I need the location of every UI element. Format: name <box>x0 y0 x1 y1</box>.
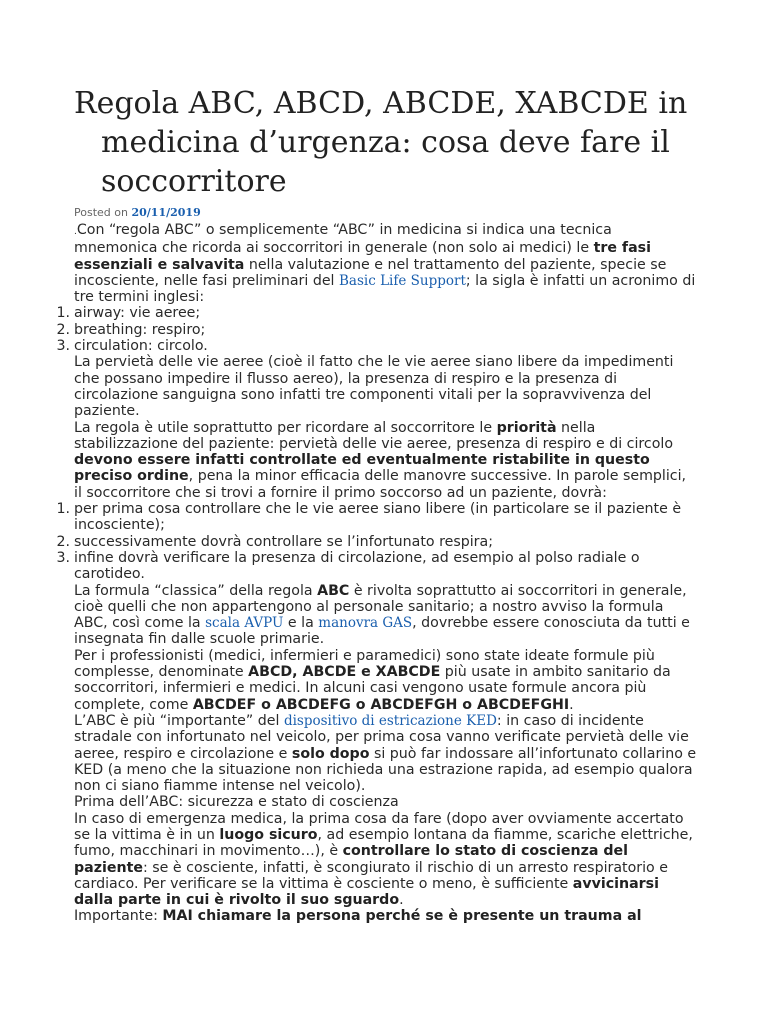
list-item: successivamente dovrà controllare se l’infortunato respira; <box>74 533 493 550</box>
text: , dovrebbe essere conosciuta da tutti e insegnata fin dalle scuole primarie. <box>74 615 690 648</box>
text: , pena la minor efficacia delle manovre successive. In parole semplici, il soccorritore che si trovi a fornire il primo soccorso ad un paziente, dovrà: <box>74 468 687 501</box>
bold-text: ABCDEF o ABCDEFG o ABCDEFGH o ABCDEFGHI <box>192 696 570 713</box>
bold-text: controllare lo stato di coscienza del paziente <box>74 843 629 876</box>
link-manovra-gas[interactable]: manovra GAS <box>318 615 413 632</box>
list-item: airway: vie aeree; <box>74 305 201 322</box>
list-item: per prima cosa controllare che le vie aeree siano libere (in particolare se il paziente è incosciente); <box>74 501 682 534</box>
text: Importante: <box>74 908 163 925</box>
section-heading: Prima dell’ABC: sicurezza e stato di coscienza <box>74 794 399 811</box>
text: . <box>569 696 574 713</box>
paragraph-coscienza <box>74 811 698 909</box>
text: nella stabilizzazione del paziente: pervietà delle vie aeree, presenza di respiro e di circolo <box>74 419 674 452</box>
bullet-dot: . <box>74 227 77 237</box>
bold-text: luogo sicuro <box>219 826 318 843</box>
paragraph-professionisti <box>74 648 698 713</box>
steps-list <box>74 501 698 582</box>
text: è rivolta soprattutto ai soccorritori in generale, cioè quelli che non appartengono al personale sanitario; a nostro avviso la formula ABC, così come la <box>74 582 687 632</box>
article-body <box>74 222 698 925</box>
text: L’ABC è più “importante” del <box>74 712 284 729</box>
abc-list <box>74 305 698 354</box>
bold-text: ABCD, ABCDE e XABCDE <box>248 664 441 681</box>
text: La regola è utile soprattutto per ricordare al soccorritore le <box>74 419 497 436</box>
text: Con “regola ABC” o semplicemente “ABC” in medicina si indica una tecnica mnemonica che ricorda ai soccorritori in generale (non solo ai medici) le <box>74 222 612 257</box>
text: . <box>399 892 404 909</box>
text: La formula “classica” della regola <box>74 582 318 599</box>
link-ked[interactable]: dispositivo di estricazione KED <box>283 712 497 729</box>
text: , ad esempio lontana da fiamme, scariche elettriche, fumo, macchinari in movimento…), è <box>74 826 693 860</box>
text: : in caso di incidente stradale con infortunato nel veicolo, per prima cosa vanno verificate pervietà delle vie aeree, respiro e circolazione e <box>74 712 689 762</box>
bold-text: solo dopo <box>291 745 370 762</box>
list-item: circulation: circolo. <box>74 338 208 355</box>
paragraph-ked <box>74 713 698 794</box>
text: nella valutazione e nel trattamento del paziente, specie se incosciente, nelle fasi preliminari del <box>74 256 667 289</box>
link-scala-avpu[interactable]: scala AVPU <box>205 615 284 632</box>
text: e la <box>283 615 319 632</box>
link-basic-life-support[interactable]: Basic Life Support <box>339 272 466 289</box>
paragraph-priorita <box>74 420 698 501</box>
text: : se è cosciente, infatti, è scongiurato il rischio di un arresto respiratorio e cardiaco. Per verificare se la vittima è cosciente o meno, è sufficiente <box>74 859 668 892</box>
text: più usate in ambito sanitario da soccorritori, infermieri e medici. In alcuni casi vengono usate formule ancora più complete, come <box>74 664 671 713</box>
list-item: breathing: respiro; <box>74 321 206 338</box>
paragraph-importante <box>74 908 698 924</box>
bold-text: tre fasi essenziali e salvavita <box>74 240 651 273</box>
posted-label: Posted on <box>74 206 128 219</box>
bold-text: priorità <box>496 419 557 436</box>
posted-date-link[interactable]: 20/11/2019 <box>131 206 201 219</box>
text: si può far indossare all’infortunato collarino e KED (a meno che la situazione non richieda una estrazione rapida, ad esempio qualora non ci siano fiamme intense nel veicolo). <box>74 745 697 795</box>
text: Per i professionisti (medici, infermieri e paramedici) sono state ideate formule più complesse, denominate <box>74 647 655 681</box>
post-meta <box>74 206 201 219</box>
bold-text: devono essere infatti controllate ed eventualmente ristabilite in questo preciso ordine <box>74 452 650 485</box>
text: ; la sigla è infatti un acronimo di tre termini inglesi: <box>74 272 696 306</box>
text: In caso di emergenza medica, la prima cosa da fare (dopo aver ovviamente accertato se la vittima è in un <box>74 810 684 843</box>
list-item: infine dovrà verificare la presenza di circolazione, ad esempio al polso radiale o carotideo. <box>74 549 640 583</box>
paragraph-pervieta: La pervietà delle vie aeree (cioè il fatto che le vie aeree siano libere da impedimenti che possano impedire il flusso aereo), la presenza di respiro e la presenza di circolazione sanguigna sono infatti tre componenti vitali per la sopravvivenza del paziente. <box>74 354 674 420</box>
paragraph-intro <box>74 222 698 305</box>
bold-text: avvicinarsi dalla parte in cui è rivolto il suo sguardo <box>74 875 659 909</box>
article-title: Regola ABC, ABCD, ABCDE, XABCDE in medicina d’urgenza: cosa deve fare il soccorritore <box>74 86 688 199</box>
bold-text: MAI chiamare la persona perché se è presente un trauma al <box>162 908 642 925</box>
paragraph-formula-classica <box>74 583 698 648</box>
bold-text: ABC <box>317 582 350 599</box>
